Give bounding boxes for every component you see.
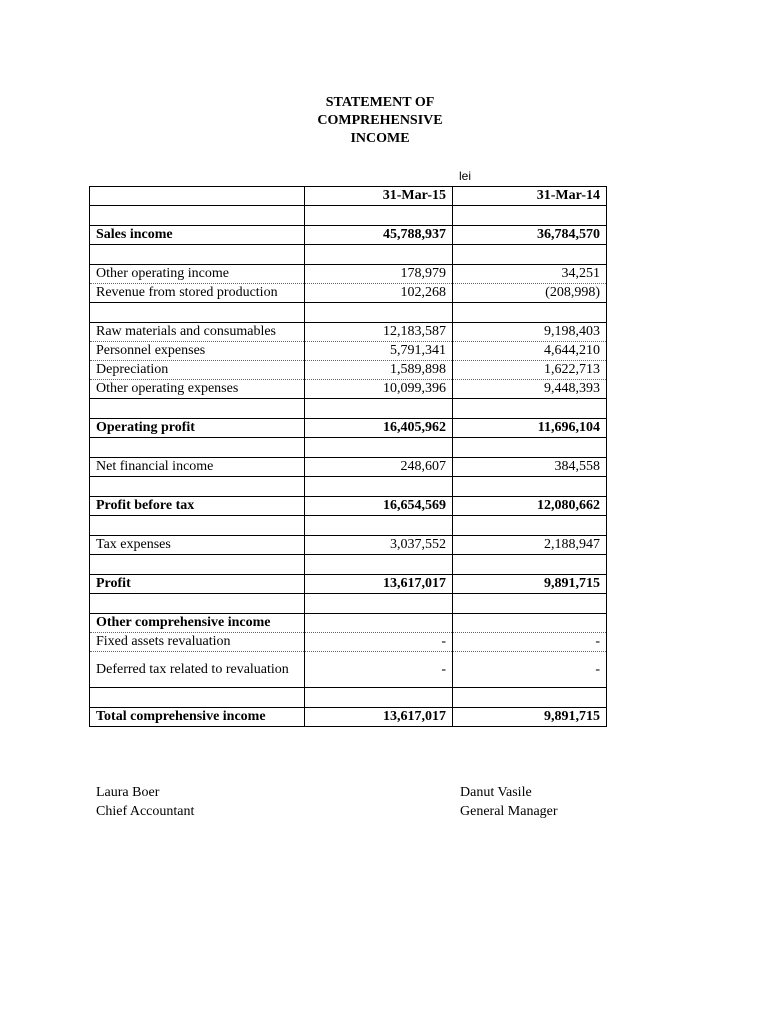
value-2014: 2,188,947 xyxy=(453,536,607,555)
value-2015: - xyxy=(305,633,453,652)
row-label: Other operating expenses xyxy=(90,380,305,399)
signature-right xyxy=(460,783,558,821)
spacer-row xyxy=(90,399,607,419)
row-label: Deferred tax related to revaluation xyxy=(90,652,305,688)
row-label: Depreciation xyxy=(90,361,305,380)
value-2014: - xyxy=(453,633,607,652)
row-label: Sales income xyxy=(90,226,305,245)
value-2014: 34,251 xyxy=(453,265,607,284)
value-2015: 10,099,396 xyxy=(305,380,453,399)
title-line-3: INCOME xyxy=(350,131,410,146)
value-2015: 178,979 xyxy=(305,265,453,284)
value-2014: 11,696,104 xyxy=(453,419,607,438)
column-header-2015: 31-Mar-15 xyxy=(305,187,453,206)
row-revenue-stored-production xyxy=(90,284,607,303)
value-2014: 384,558 xyxy=(453,458,607,477)
row-label: Other operating income xyxy=(90,265,305,284)
signatory-name: Danut Vasile xyxy=(460,785,532,800)
currency-label: lei xyxy=(459,169,472,183)
row-label: Profit xyxy=(90,575,305,594)
row-label: Operating profit xyxy=(90,419,305,438)
value-2015: 102,268 xyxy=(305,284,453,303)
header-row xyxy=(90,187,607,206)
value-2015: 45,788,937 xyxy=(305,226,453,245)
value-2015: 248,607 xyxy=(305,458,453,477)
value-2015: - xyxy=(305,652,453,688)
value-2015: 12,183,587 xyxy=(305,323,453,342)
signatory-role: General Manager xyxy=(460,804,558,819)
value-2014: (208,998) xyxy=(453,284,607,303)
value-2014 xyxy=(453,614,607,633)
row-label: Personnel expenses xyxy=(90,342,305,361)
value-2015: 5,791,341 xyxy=(305,342,453,361)
value-2014: 1,622,713 xyxy=(453,361,607,380)
row-other-operating-expenses xyxy=(90,380,607,399)
row-label: Other comprehensive income xyxy=(90,614,305,633)
spacer-row xyxy=(90,516,607,536)
header-blank xyxy=(90,187,305,206)
row-label: Profit before tax xyxy=(90,497,305,516)
signature-left xyxy=(96,783,194,821)
row-personnel-expenses xyxy=(90,342,607,361)
row-total-comprehensive-income xyxy=(90,708,607,727)
row-label: Total comprehensive income xyxy=(90,708,305,727)
row-sales-income xyxy=(90,226,607,245)
row-fixed-assets-revaluation xyxy=(90,633,607,652)
title-line-1: STATEMENT OF xyxy=(325,95,435,110)
row-label: Revenue from stored production xyxy=(90,284,305,303)
row-other-operating-income xyxy=(90,265,607,284)
signatory-name: Laura Boer xyxy=(96,785,160,800)
spacer-row xyxy=(90,555,607,575)
value-2014: 12,080,662 xyxy=(453,497,607,516)
spacer-row xyxy=(90,206,607,226)
value-2015: 13,617,017 xyxy=(305,575,453,594)
column-header-2014: 31-Mar-14 xyxy=(453,187,607,206)
row-operating-profit xyxy=(90,419,607,438)
value-2014: - xyxy=(453,652,607,688)
row-label: Net financial income xyxy=(90,458,305,477)
spacer-row xyxy=(90,438,607,458)
value-2015: 3,037,552 xyxy=(305,536,453,555)
value-2015: 1,589,898 xyxy=(305,361,453,380)
row-deferred-tax xyxy=(90,652,607,688)
spacer-row xyxy=(90,245,607,265)
spacer-row xyxy=(90,477,607,497)
spacer-row xyxy=(90,303,607,323)
value-2015: 16,654,569 xyxy=(305,497,453,516)
spacer-row xyxy=(90,688,607,708)
row-tax-expenses xyxy=(90,536,607,555)
spacer-row xyxy=(90,594,607,614)
income-statement-table xyxy=(89,186,607,727)
value-2014: 9,448,393 xyxy=(453,380,607,399)
value-2015: 13,617,017 xyxy=(305,708,453,727)
signatory-role: Chief Accountant xyxy=(96,804,195,819)
value-2014: 9,198,403 xyxy=(453,323,607,342)
statement-title xyxy=(280,94,480,148)
row-net-financial-income xyxy=(90,458,607,477)
title-line-2: COMPREHENSIVE xyxy=(317,113,443,128)
value-2014: 36,784,570 xyxy=(453,226,607,245)
value-2015 xyxy=(305,614,453,633)
row-profit xyxy=(90,575,607,594)
row-raw-materials xyxy=(90,323,607,342)
value-2014: 9,891,715 xyxy=(453,575,607,594)
value-2015: 16,405,962 xyxy=(305,419,453,438)
value-2014: 9,891,715 xyxy=(453,708,607,727)
row-label: Tax expenses xyxy=(90,536,305,555)
value-2014: 4,644,210 xyxy=(453,342,607,361)
row-label: Fixed assets revaluation xyxy=(90,633,305,652)
row-other-comprehensive-income xyxy=(90,614,607,633)
row-label: Raw materials and consumables xyxy=(90,323,305,342)
row-profit-before-tax xyxy=(90,497,607,516)
row-depreciation xyxy=(90,361,607,380)
